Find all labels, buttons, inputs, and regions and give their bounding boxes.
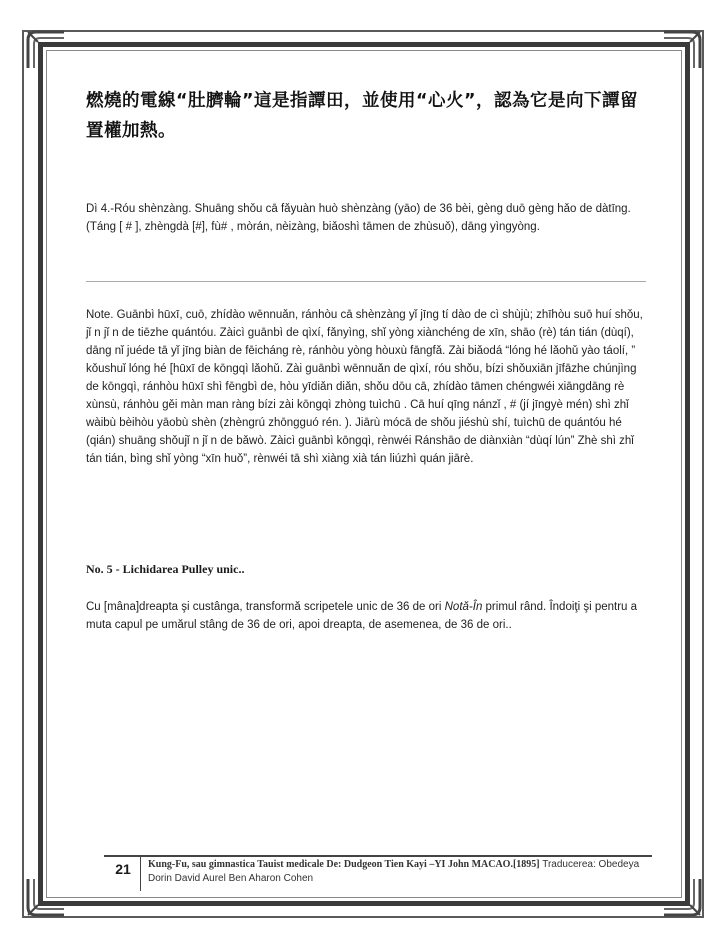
para5-text-start: Cu [mâna]dreapta şi custânga, transformă scripetele unic de 36 de ori: [86, 601, 445, 613]
para5-text-end: primul rând. Îndoiţi şi pentru a muta capul pe umărul stâng de 36 de ori, apoi dreapta, de asemenea, de 36 de ori..: [86, 601, 638, 631]
section-heading-5: No. 5 - Lichidarea Pulley unic..: [86, 562, 245, 576]
cjk-heading: 燃燒的電線“肚臍輪”這是指譚田，並使用“心火”，認為它是向下譚留置權加熱。: [86, 91, 639, 141]
page-footer: [104, 855, 652, 891]
note-paragraph: Note. Guānbì hūxī, cuō, zhídào wēnnuǎn, ránhòu cā shènzàng yǐ jīng tí dào de cì shùjù; zhīhòu suō huí shǒu, jǐ n jǐ n de tiēzhe quántóu. Zàicì guānbì de qìxí, fǎnyìng, shǐ yòng xiànchéng de xīn, shāo (rè) tán tián (dùqí), dāng nǐ juéde tā yǐ jīng biàn de fēicháng rè, ránhòu yòng hòuxù fāngfǎ. Zài biǎodá “lóng hé lǎohǔ yào táolí, ” kǒushuǐ lóng hé [hūxī de kōngqì lǎohǔ. Zài guānbì wēnnuǎn de qìxí, róu shǒu, bízi shǒuxiān jīfāzhe chúnjìng de kōngqì, ránhòu hūxī shì fēngbì de, hòu yīdiǎn diǎn, shǒu dōu cā, zhídào tāmen chéngwéi xiāngdāng rè xùnsù, ránhòu gěi màn man ràng bízi zài kōngqì zhòng tuìchū . Cā huí qīng nánzǐ , # (jí jīngyè mén) shì zhǐ wàibù bèihòu yāobù shèn (zhèngrú zhōngguó rén. ). Jiārù mócā de shǒu jiéshù shí, tuìchū de quántóu hé (qián) shuāng shǒujǐ n jǐ n de bǎwò. Zàicì guānbì kōngqì, rènwéi Ránshāo de diànxiàn “dùqí lún” Zhè shì zhǐ tán tián, bìng shǐ yòng “xīn huǒ”, rènwéi tā shì xiàng xià tán liúzhì quán jiārè.: [86, 309, 643, 465]
page-number: 21: [115, 861, 131, 877]
para5-italic: Notă-În: [444, 601, 483, 613]
corner-ornament-icon: [24, 875, 68, 919]
inner-border-thin: [46, 50, 682, 898]
divider: [86, 281, 646, 282]
corner-ornament-icon: [660, 875, 704, 919]
paragraph-step-4: Dì 4.-Róu shènzàng. Shuāng shǒu cā fǎyuàn huò shènzàng (yāo) de 36 bèi, gèng duō gèng hǎo de dàtīng. (Táng [ # ], zhèngdà [#], fù# , mòrán, nèizàng, biǎoshì tāmen de zhùsuǒ), dāng yìngyòng.: [86, 203, 631, 233]
footer-rule: [104, 855, 652, 857]
footer-title: Kung-Fu, sau gimnastica Tauist medicale De: Dudgeon Tien Kayi –YI John MACAO.[1895]: [148, 859, 540, 870]
footer-translator: Traducerea: Obedeya Dorin David Aurel Ben Aharon Cohen: [148, 859, 640, 884]
corner-ornament-icon: [24, 28, 68, 72]
page-content: [86, 86, 646, 631]
corner-ornament-icon: [660, 28, 704, 72]
footer-separator: [140, 857, 141, 891]
paragraph-step-5: [86, 598, 646, 634]
footer-text: [148, 858, 648, 886]
